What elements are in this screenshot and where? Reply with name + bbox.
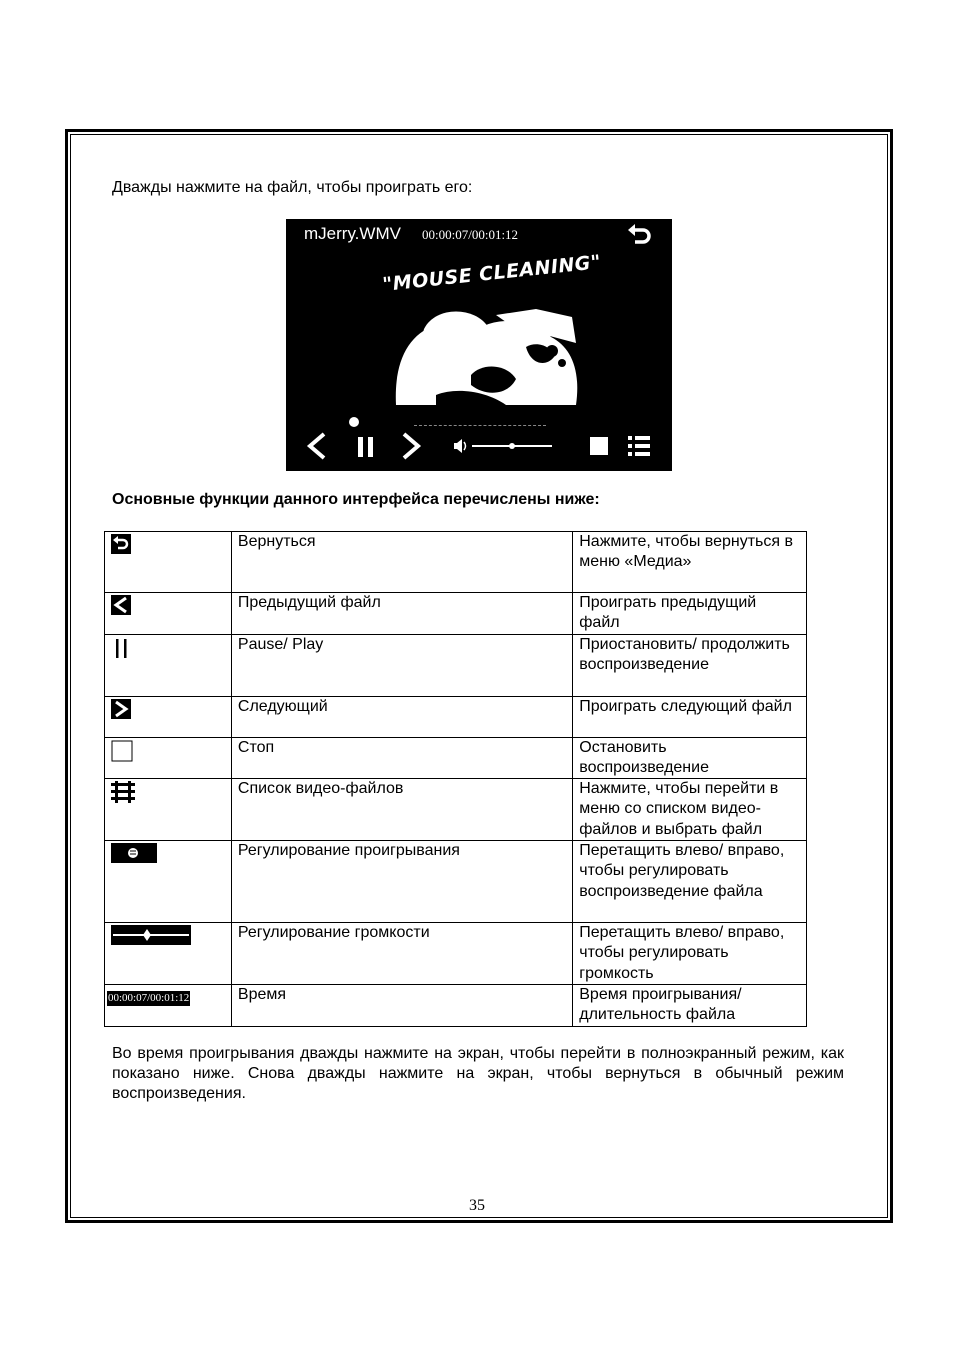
- functions-table: [104, 531, 807, 1027]
- function-name: Следующий: [231, 696, 572, 737]
- stop-icon: [111, 740, 133, 762]
- function-description: Нажмите, чтобы вернуться в меню «Медиа»: [573, 532, 807, 593]
- outro-text: Во время проигрывания дважды нажмите на экран, чтобы перейти в полноэкранный режим, как показано ниже. Снова дважды нажмите на экран, чтобы вернуться в обычный режим воспроизведения.: [112, 1045, 844, 1102]
- progress-handle[interactable]: [349, 417, 359, 427]
- player-time: 00:00:07/00:01:12: [422, 227, 519, 242]
- pause-icon: [111, 637, 131, 659]
- function-description: Проиграть следующий файл: [573, 696, 807, 737]
- table-row: [105, 923, 807, 985]
- function-name: Pause/ Play: [231, 634, 572, 696]
- previous-icon[interactable]: [304, 431, 328, 461]
- return-icon[interactable]: [626, 223, 654, 249]
- table-row: [105, 593, 807, 635]
- function-name: Стоп: [231, 737, 572, 779]
- next-icon[interactable]: [400, 431, 424, 461]
- function-name: Регулирование громкости: [231, 923, 572, 985]
- progress-icon: [111, 843, 157, 863]
- page-number: 35: [469, 1197, 485, 1214]
- function-name: Вернуться: [231, 532, 572, 593]
- function-description: Перетащить влево/ вправо, чтобы регулировать воспроизведение файла: [573, 841, 807, 923]
- volume-slider-icon: [111, 925, 191, 945]
- previous-icon: [111, 595, 131, 615]
- table-row: [105, 779, 807, 841]
- list-icon: [111, 781, 135, 803]
- table-row: [105, 634, 807, 696]
- function-name: Список видео-файлов: [231, 779, 572, 841]
- table-row: [105, 532, 807, 593]
- function-description: Приостановить/ продолжить воспроизведение: [573, 634, 807, 696]
- player-file-name: mJerry.WMV: [304, 224, 401, 243]
- function-description: Время проигрывания/ длительность файла: [573, 985, 807, 1027]
- volume-slider[interactable]: [452, 431, 556, 461]
- time-display: 00:00:07/00:01:12: [108, 992, 190, 1005]
- progress-track[interactable]: [414, 425, 546, 426]
- function-description: Перетащить влево/ вправо, чтобы регулировать громкость: [573, 923, 807, 985]
- next-icon: [111, 699, 131, 719]
- table-row: [105, 841, 807, 923]
- video-art-title: "MOUSE CLEANING": [381, 251, 603, 296]
- table-row: [105, 696, 807, 737]
- list-icon[interactable]: [626, 431, 654, 461]
- function-name: Время: [231, 985, 572, 1027]
- video-player-screenshot: [286, 219, 672, 471]
- intro-text: Дважды нажмите на файл, чтобы проиграть его:: [112, 179, 473, 196]
- function-description: Остановить воспроизведение: [573, 737, 807, 779]
- function-description: Нажмите, чтобы перейти в меню со списком видео-файлов и выбрать файл: [573, 779, 807, 841]
- pause-icon[interactable]: [356, 431, 376, 461]
- stop-icon[interactable]: [588, 431, 610, 461]
- function-name: Регулирование проигрывания: [231, 841, 572, 923]
- function-name: Предыдущий файл: [231, 593, 572, 635]
- table-row: [105, 985, 807, 1027]
- return-icon: [111, 534, 131, 554]
- section-subtitle: Основные функции данного интерфейса перечислены ниже:: [112, 491, 600, 508]
- video-frame-art: [376, 251, 603, 405]
- function-description: Проиграть предыдущий файл: [573, 593, 807, 635]
- table-row: [105, 737, 807, 779]
